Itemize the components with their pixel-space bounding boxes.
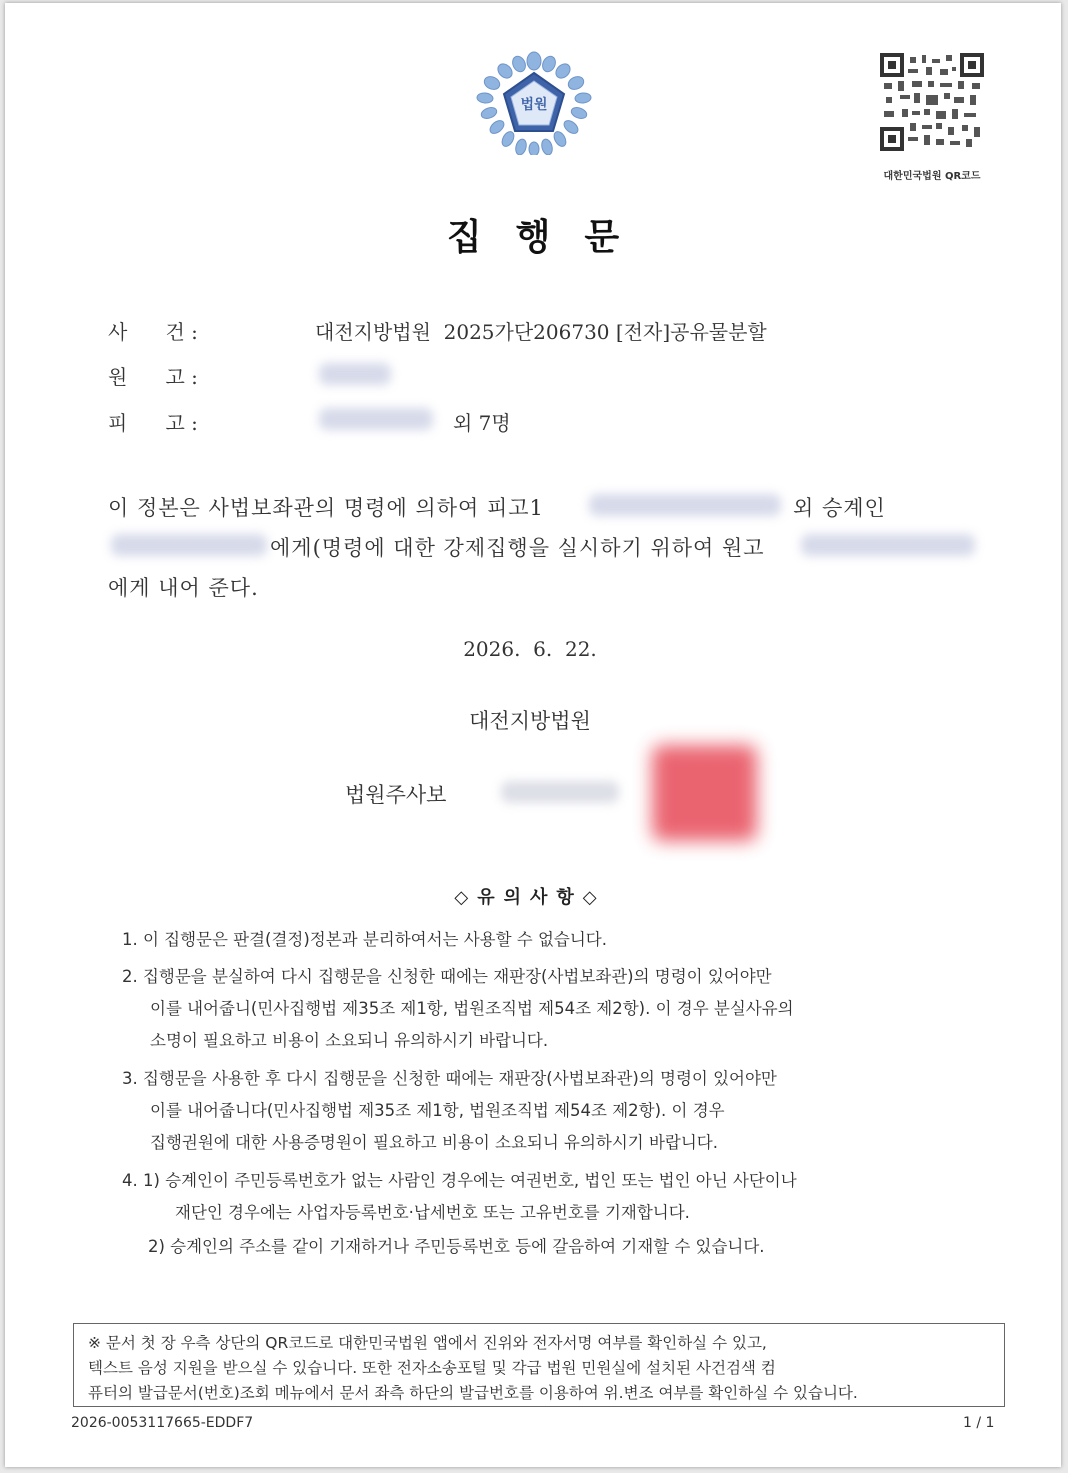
notice-item-4-line-2: 재단인 경우에는 사업자등록번호·납세번호 또는 고유번호를 기재합니다. — [175, 1203, 690, 1222]
official-seal-stamp — [652, 745, 757, 841]
notice-item-3-line-2: 이를 내어줍니다(민사집행법 제35조 제1항, 법원조직법 제54조 제2항). 이 경우 — [150, 1101, 725, 1120]
notice-item-4-line-1: 4. 1) 승계인이 주민등록번호가 없는 사람인 경우에는 여권번호, 법인 또는 법인 아닌 사단이나 — [122, 1171, 797, 1190]
clerk-title: 법원주사보 — [345, 783, 447, 807]
issue-number: 2026-0053117665-EDDF7 — [71, 1415, 254, 1431]
document-title: 집행문 — [446, 217, 654, 258]
footer-line-2: 텍스트 음성 지원을 받으실 수 있습니다. 또한 전자소송포털 및 각급 법원 민원실에 설치된 사건검색 컴 — [88, 1359, 776, 1377]
defendant-name-redacted — [319, 408, 433, 430]
document-page — [5, 3, 1061, 1467]
emblem-text: 법원 — [520, 97, 548, 113]
notice-item-2-line-1: 2. 집행문을 분실하여 다시 집행문을 신청한 때에는 재판장(사법보좌관)의 명령이 있어야만 — [122, 967, 772, 986]
court-emblem-icon — [475, 51, 593, 155]
plaintiff-name-redacted-2 — [801, 534, 975, 556]
defendant1-name-redacted — [589, 494, 781, 516]
notice-item-4-line-3: 2) 승계인의 주소를 같이 기재하거나 주민등록번호 등에 갈음하여 기재할 수 있습니다. — [148, 1237, 765, 1256]
page-count: 1 / 1 — [963, 1415, 995, 1431]
defendant-label: 피 고 : — [108, 411, 198, 435]
notice-item-2-line-2: 이를 내어줍니(민사집행법 제35조 제1항, 법원조직법 제54조 제2항). 이 경우 분실사유의 — [150, 999, 794, 1018]
footer-line-3: 퓨터의 발급문서(번호)조회 메뉴에서 문서 좌측 하단의 발급번호를 이용하여 위.변조 여부를 확인하실 수 있습니다. — [88, 1384, 858, 1402]
body-line-2a: 에게(명령에 대한 강제집행을 실시하기 위하여 원고 — [270, 536, 765, 560]
qr-caption: 대한민국법원 QR코드 — [883, 171, 981, 182]
notice-heading: ◇유의사항◇ — [454, 887, 606, 908]
qr-code[interactable] — [878, 51, 986, 153]
plaintiff-name-redacted — [319, 363, 391, 385]
case-value: 대전지방법원 2025가단206730 [전자]공유물분할 — [315, 320, 767, 344]
body-line-1b: 외 승계인 — [793, 496, 886, 520]
body-line-1a: 이 정본은 사법보좌관의 명령에 의하여 피고1 — [108, 496, 544, 520]
clerk-name-redacted — [501, 781, 619, 803]
defendant-suffix: 외 7명 — [453, 411, 511, 435]
notice-item-2-line-3: 소명이 필요하고 비용이 소요되니 유의하시기 바랍니다. — [150, 1031, 549, 1050]
successor-name-redacted — [111, 534, 267, 556]
notice-item-3-line-1: 3. 집행문을 사용한 후 다시 집행문을 신청한 때에는 재판장(사법보좌관)의 명령이 있어야만 — [122, 1069, 777, 1088]
verification-notice-box — [73, 1323, 1005, 1407]
body-line-3: 에게 내어 준다. — [108, 576, 259, 600]
case-label: 사 건 : — [108, 320, 198, 344]
notice-item-3-line-3: 집행권원에 대한 사용증명원이 필요하고 비용이 소요되니 유의하시기 바랍니다. — [150, 1133, 718, 1152]
footer-line-1: ※ 문서 첫 장 우측 상단의 QR코드로 대한민국법원 앱에서 진위와 전자서명 여부를 확인하실 수 있고, — [88, 1334, 767, 1352]
court-name: 대전지방법원 — [469, 709, 591, 733]
issue-date: 2026. 6. 22. — [463, 637, 597, 661]
notice-item-1: 1. 이 집행문은 판결(결정)정본과 분리하여서는 사용할 수 없습니다. — [122, 930, 607, 949]
plaintiff-label: 원 고 : — [108, 365, 198, 389]
